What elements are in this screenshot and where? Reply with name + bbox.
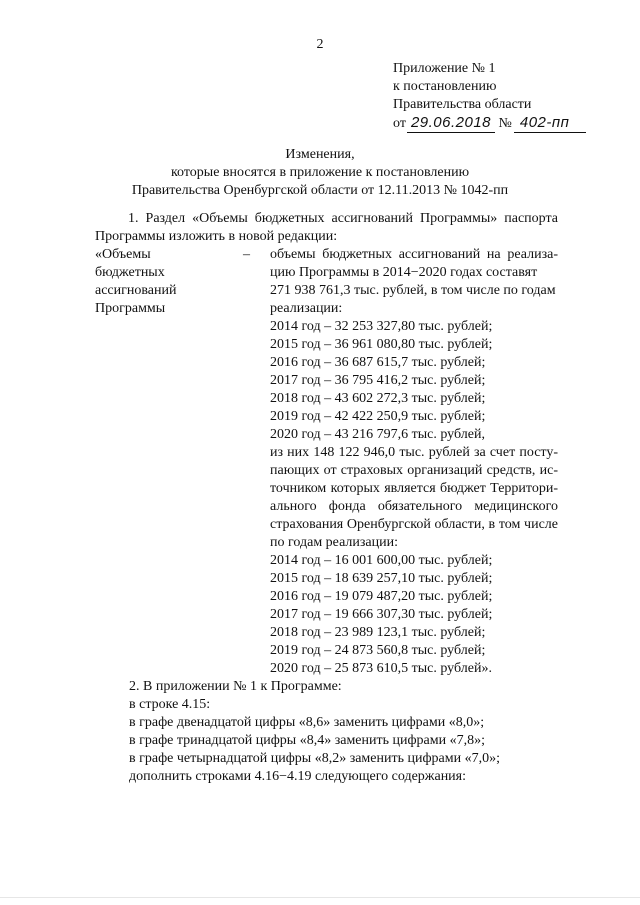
right-cell-line: 2015 год – 36 961 080,80 тыс. рублей;	[270, 337, 493, 352]
right-cell-line: 2018 год – 43 602 272,3 тыс. рублей;	[270, 391, 486, 406]
appendix-line-2: к постановлению	[393, 79, 497, 94]
right-cell-line: 2019 год – 42 422 250,9 тыс. рублей;	[270, 409, 486, 424]
title-line-3: Правительства Оренбургской области от 12.11.2013 № 1042-пп	[131, 183, 509, 198]
para2-line: 2. В приложении № 1 к Программе:	[129, 679, 342, 694]
right-cell-line: ального фонда обязательного медицинского	[270, 499, 558, 514]
appendix-line-3: Правительства области	[393, 97, 532, 112]
left-cell-line: «Объемы	[95, 247, 151, 262]
right-cell-line: 271 938 761,3 тыс. рублей, в том числе по годам	[270, 283, 556, 298]
right-cell-line: пающих от страховых организаций средств, ис-	[270, 463, 558, 478]
right-cell-line: 2020 год – 25 873 610,5 тыс. рублей».	[270, 661, 492, 676]
para2-line: в графе двенадцатой цифры «8,6» заменить цифрами «8,0»;	[129, 715, 485, 730]
from-prefix: от	[393, 116, 406, 131]
para1-line-2: Программы изложить в новой редакции:	[95, 229, 338, 244]
right-cell-line: 2015 год – 18 639 257,10 тыс. рублей;	[270, 571, 493, 586]
right-cell-line: реализации:	[270, 301, 343, 316]
handwritten-date: 29.06.2018	[407, 114, 495, 133]
appendix-date-line	[393, 114, 586, 133]
appendix-line-1: Приложение № 1	[393, 61, 496, 76]
para2-line: дополнить строками 4.16−4.19 следующего содержания:	[129, 769, 467, 784]
page-number: 2	[316, 37, 324, 52]
left-cell-line: ассигнований	[95, 283, 177, 298]
right-cell-line: 2014 год – 16 001 600,00 тыс. рублей;	[270, 553, 493, 568]
handwritten-number: 402-пп	[514, 114, 586, 133]
right-cell-line: цию Программы в 2014−2020 годах составят	[270, 265, 538, 280]
right-cell-line: 2017 год – 19 666 307,30 тыс. рублей;	[270, 607, 493, 622]
right-cell-line: 2016 год – 36 687 615,7 тыс. рублей;	[270, 355, 486, 370]
right-cell-line: страхования Оренбургской области, в том числе	[270, 517, 558, 532]
right-cell-line: 2020 год – 43 216 797,6 тыс. рублей,	[270, 427, 485, 442]
right-cell-line: 2014 год – 32 253 327,80 тыс. рублей;	[270, 319, 493, 334]
left-cell-line: бюджетных	[95, 265, 165, 280]
para2-line: в графе тринадцатой цифры «8,4» заменить цифрами «7,8»;	[129, 733, 486, 748]
right-cell-line: 2018 год – 23 989 123,1 тыс. рублей;	[270, 625, 486, 640]
number-sign: №	[498, 116, 512, 131]
para2-line: в графе четырнадцатой цифры «8,2» заменить цифрами «7,0»;	[129, 751, 501, 766]
table-dash: –	[243, 247, 250, 262]
title-line-1: Изменения,	[285, 147, 355, 162]
title-line-2: которые вносятся в приложение к постановлению	[170, 165, 470, 180]
right-cell-line: по годам реализации:	[270, 535, 398, 550]
right-cell-line: объемы бюджетных ассигнований на реализа-	[270, 247, 558, 262]
para2-line: в строке 4.15:	[129, 697, 211, 712]
right-cell-line: 2016 год – 19 079 487,20 тыс. рублей;	[270, 589, 493, 604]
scan-artifact	[0, 897, 640, 898]
para1-line-1: 1. Раздел «Объемы бюджетных ассигнований Программы» паспорта	[128, 211, 558, 226]
right-cell-line: 2019 год – 24 873 560,8 тыс. рублей;	[270, 643, 486, 658]
left-cell-line: Программы	[95, 301, 166, 316]
right-cell-line: из них 148 122 946,0 тыс. рублей за счет посту-	[270, 445, 558, 460]
right-cell-line: 2017 год – 36 795 416,2 тыс. рублей;	[270, 373, 486, 388]
right-cell-line: точником которых является бюджет Территори-	[270, 481, 558, 496]
